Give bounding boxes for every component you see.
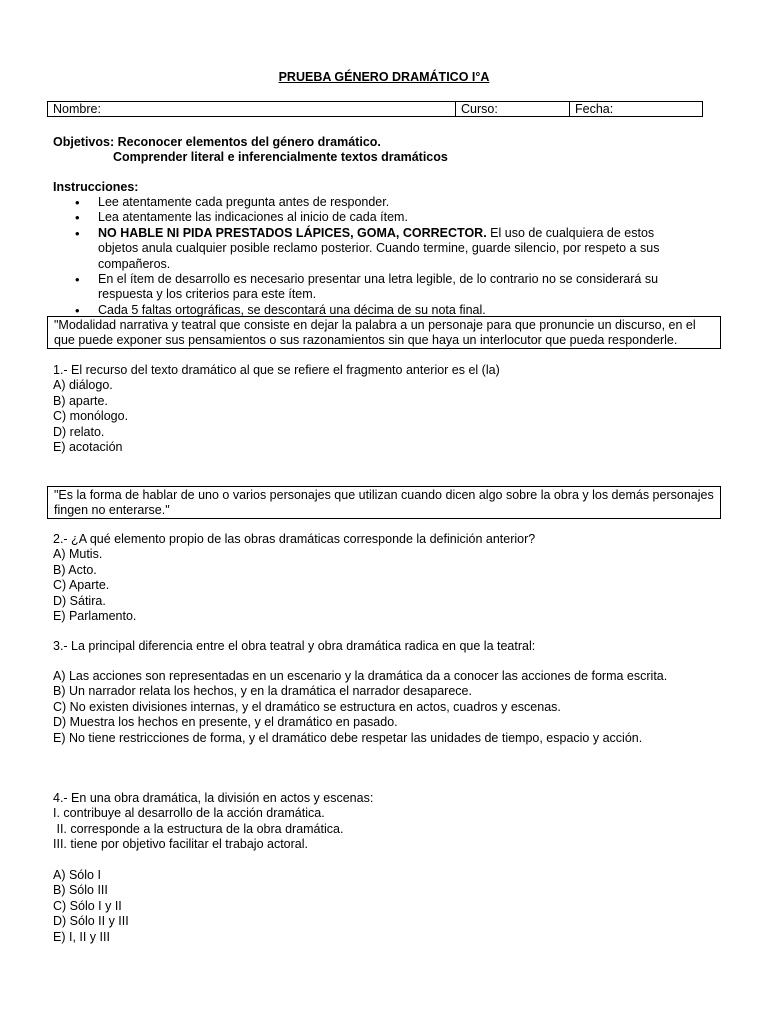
instructions-title: Instrucciones: [53, 180, 139, 194]
answer-option[interactable]: C) monólogo. [53, 409, 129, 424]
objectives [53, 135, 703, 166]
answer-option[interactable]: D) Sólo II y III [53, 914, 129, 929]
answer-option[interactable]: C) Aparte. [53, 578, 110, 593]
answer-option[interactable]: C) No existen divisiones internas, y el dramático se estructura en actos, cuadros y escenas. [53, 699, 561, 714]
objective-1: Reconocer elementos del género dramático. [114, 135, 381, 149]
instruction-item [53, 210, 693, 225]
answer-option[interactable]: E) acotación [53, 440, 123, 455]
statement: III. tiene por objetivo facilitar el trabajo actoral. [53, 837, 308, 852]
instruction-text: Lea atentamente las indicaciones al inicio de cada ítem. [98, 210, 408, 225]
page-title: PRUEBA GÉNERO DRAMÁTICO I°A [278, 70, 490, 84]
question-3-options [53, 669, 723, 746]
instruction-text: En el ítem de desarrollo es necesario presentar una letra legible, de lo contrario no se considerará su respuesta y los criterios para este ítem. [98, 272, 659, 302]
answer-option[interactable]: B) Un narrador relata los hechos, y en la dramática el narrador desaparece. [53, 684, 472, 699]
instruction-text: El uso de cualquiera de estos objetos anula cualquier posible reclamo posterior. Cuando termine, guarde silencio, por respeto a sus compañeros. [98, 225, 660, 271]
answer-option[interactable]: E) No tiene restricciones de forma, y el dramático debe respetar las unidades de tiempo, espacio y acción. [53, 730, 643, 745]
question-3 [53, 639, 723, 654]
instruction-item [53, 272, 693, 303]
answer-option[interactable]: A) Mutis. [53, 547, 103, 562]
date-field[interactable]: Fecha: [575, 102, 614, 116]
answer-option[interactable]: A) Las acciones son representadas en un escenario y la dramática da a conocer las acciones de forma escrita. [53, 669, 668, 683]
course-field[interactable]: Curso: [456, 102, 570, 116]
statement: II. corresponde a la estructura de la obra dramática. [53, 821, 344, 836]
instruction-text: Cada 5 faltas ortográficas, se descontará una décima de su nota final. [98, 302, 486, 317]
objective-2: Comprender literal e inferencialmente textos dramáticos [113, 150, 448, 165]
instruction-item [53, 195, 693, 210]
question-4-options [53, 868, 723, 945]
answer-option[interactable]: B) Acto. [53, 562, 97, 577]
question-stem: 2.- ¿A qué elemento propio de las obras dramáticas corresponde la definición anterior? [53, 532, 536, 546]
fragment-box-2: "Es la forma de hablar de uno o varios personajes que utilizan cuando dicen algo sobre la obra y los demás personajes fingen no enterarse." [47, 486, 721, 519]
objectives-label: Objetivos: [53, 135, 115, 149]
instruction-text: Lee atentamente cada pregunta antes de responder. [98, 195, 390, 209]
answer-option[interactable]: D) Sátira. [53, 593, 106, 608]
instruction-item [53, 226, 693, 272]
question-stem: 3.- La principal diferencia entre el obra teatral y obra dramática radica en que la teatral: [53, 639, 536, 653]
answer-option[interactable]: A) diálogo. [53, 378, 113, 393]
question-stem: 4.- En una obra dramática, la división en actos y escenas: [53, 791, 374, 805]
answer-option[interactable]: E) Parlamento. [53, 609, 137, 624]
fragment-box-1: "Modalidad narrativa y teatral que consiste en dejar la palabra a un personaje para que pronuncie un discurso, en el que puede exponer sus pensamientos o sus razonamientos sin que haya un interlocutor que pueda responderle. [47, 316, 721, 349]
answer-option[interactable]: C) Sólo I y II [53, 898, 122, 913]
answer-option[interactable]: E) I, II y III [53, 929, 110, 944]
question-4 [53, 791, 723, 853]
name-field[interactable]: Nombre: [48, 102, 456, 116]
answer-option[interactable]: D) relato. [53, 424, 105, 439]
instructions-list [53, 195, 693, 318]
statement: I. contribuye al desarrollo de la acción dramática. [53, 806, 325, 821]
answer-option[interactable]: B) Sólo III [53, 883, 108, 898]
answer-option[interactable]: D) Muestra los hechos en presente, y el dramático en pasado. [53, 715, 398, 730]
question-2 [53, 532, 723, 624]
student-info-table [47, 101, 703, 117]
instruction-bold-text: NO HABLE NI PIDA PRESTADOS LÁPICES, GOMA, CORRECTOR. [98, 225, 487, 240]
answer-option[interactable]: B) aparte. [53, 393, 108, 408]
question-stem: 1.- El recurso del texto dramático al que se refiere el fragmento anterior es el (la) [53, 363, 500, 377]
question-1 [53, 363, 723, 455]
answer-option[interactable]: A) Sólo I [53, 868, 101, 882]
